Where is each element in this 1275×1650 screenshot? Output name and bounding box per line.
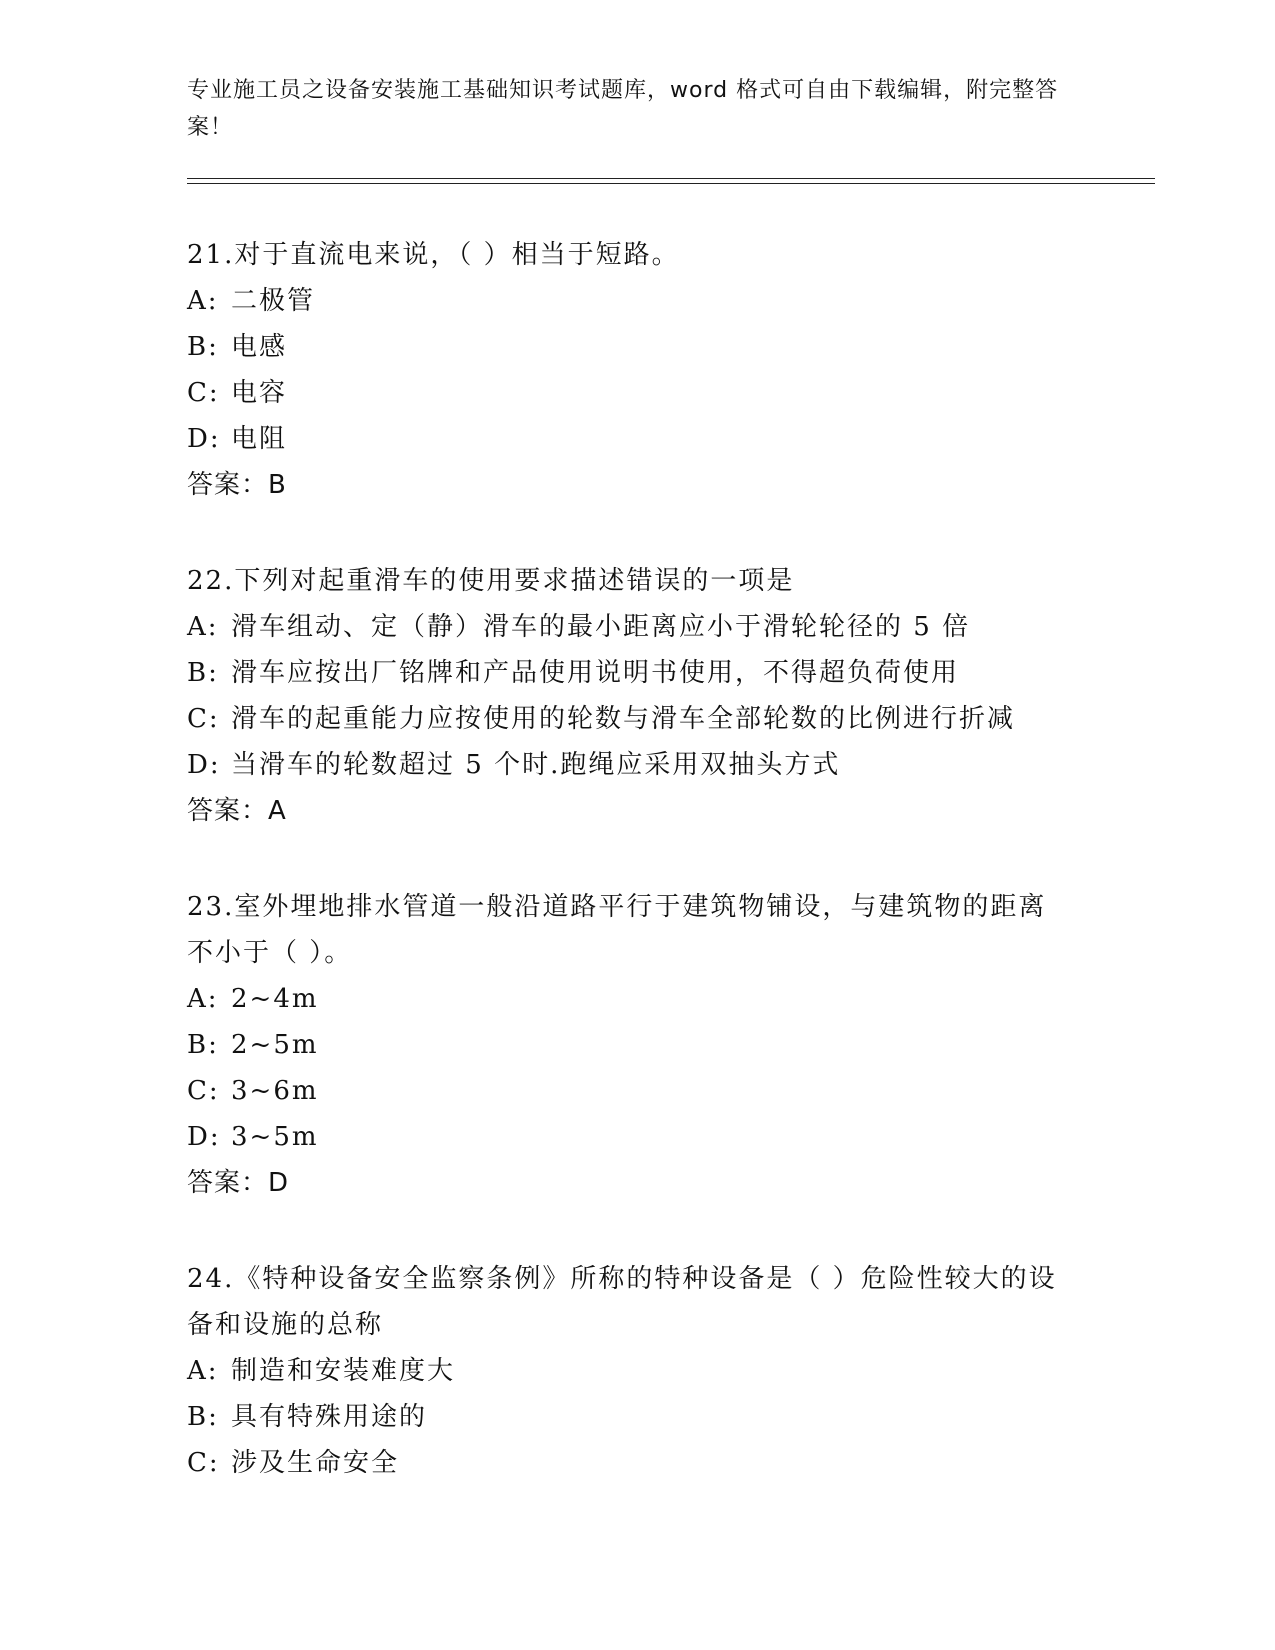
answer-line: 答案：B [187, 470, 287, 500]
option-text: 涉及生命安全 [231, 1448, 400, 1478]
option-c [187, 1068, 1087, 1114]
option-letter: B: [187, 658, 219, 688]
option-letter: B: [187, 332, 219, 362]
option-letter: A: [187, 612, 219, 642]
option-c [187, 370, 1087, 416]
option-d [187, 416, 1087, 462]
option-text: 3~5m [231, 1122, 319, 1152]
question-24 [187, 1256, 1087, 1486]
option-text: 3~6m [231, 1076, 319, 1106]
option-b [187, 1394, 1087, 1440]
option-text: 具有特殊用途的 [231, 1402, 428, 1432]
option-letter: C: [187, 378, 220, 408]
option-c [187, 1440, 1087, 1486]
option-text: 当滑车的轮数超过 5 个时.跑绳应采用双抽头方式 [231, 750, 841, 780]
option-text: 制造和安装难度大 [231, 1356, 456, 1386]
option-letter: B: [187, 1030, 219, 1060]
option-a [187, 976, 1087, 1022]
answer-line: 答案：D [187, 1168, 290, 1198]
option-a [187, 604, 1087, 650]
question-stem: 21.对于直流电来说，（ ）相当于短路。 [187, 240, 680, 270]
header-divider-bottom [187, 183, 1155, 184]
option-text: 电容 [231, 378, 288, 408]
option-letter: A: [187, 286, 219, 316]
option-text: 2~5m [231, 1030, 319, 1060]
option-text: 二极管 [231, 286, 316, 316]
question-21 [187, 232, 1087, 508]
question-stem: 24.《特种设备安全监察条例》所称的特种设备是（ ）危险性较大的设备和设施的总称 [187, 1264, 1057, 1340]
option-b [187, 650, 1087, 696]
option-text: 电阻 [231, 424, 288, 454]
option-letter: C: [187, 704, 220, 734]
question-stem: 23.室外埋地排水管道一般沿道路平行于建筑物铺设，与建筑物的距离不小于（ ）。 [187, 892, 1047, 968]
option-text: 滑车应按出厂铭牌和产品使用说明书使用，不得超负荷使用 [231, 658, 960, 688]
option-b [187, 324, 1087, 370]
option-letter: D: [187, 424, 221, 454]
option-a [187, 278, 1087, 324]
option-text: 电感 [231, 332, 288, 362]
option-c [187, 696, 1087, 742]
option-d [187, 1114, 1087, 1160]
option-letter: C: [187, 1448, 220, 1478]
option-b [187, 1022, 1087, 1068]
question-23 [187, 884, 1087, 1206]
option-text: 滑车的起重能力应按使用的轮数与滑车全部轮数的比例进行折减 [231, 704, 1016, 734]
option-a [187, 1348, 1087, 1394]
option-letter: D: [187, 750, 221, 780]
option-text: 2~4m [231, 984, 319, 1014]
question-list [187, 232, 1087, 1536]
option-letter: D: [187, 1122, 221, 1152]
option-letter: A: [187, 984, 219, 1014]
option-text: 滑车组动、定（静）滑车的最小距离应小于滑轮轮径的 5 倍 [231, 612, 971, 642]
question-stem: 22.下列对起重滑车的使用要求描述错误的一项是 [187, 566, 795, 596]
question-22 [187, 558, 1087, 834]
document-intro: 专业施工员之设备安装施工基础知识考试题库，word 格式可自由下载编辑，附完整答案！ [187, 78, 1059, 140]
header-divider-top [187, 178, 1155, 179]
option-letter: B: [187, 1402, 219, 1432]
answer-line: 答案：A [187, 796, 287, 826]
option-d [187, 742, 1087, 788]
option-letter: A: [187, 1356, 219, 1386]
option-letter: C: [187, 1076, 220, 1106]
